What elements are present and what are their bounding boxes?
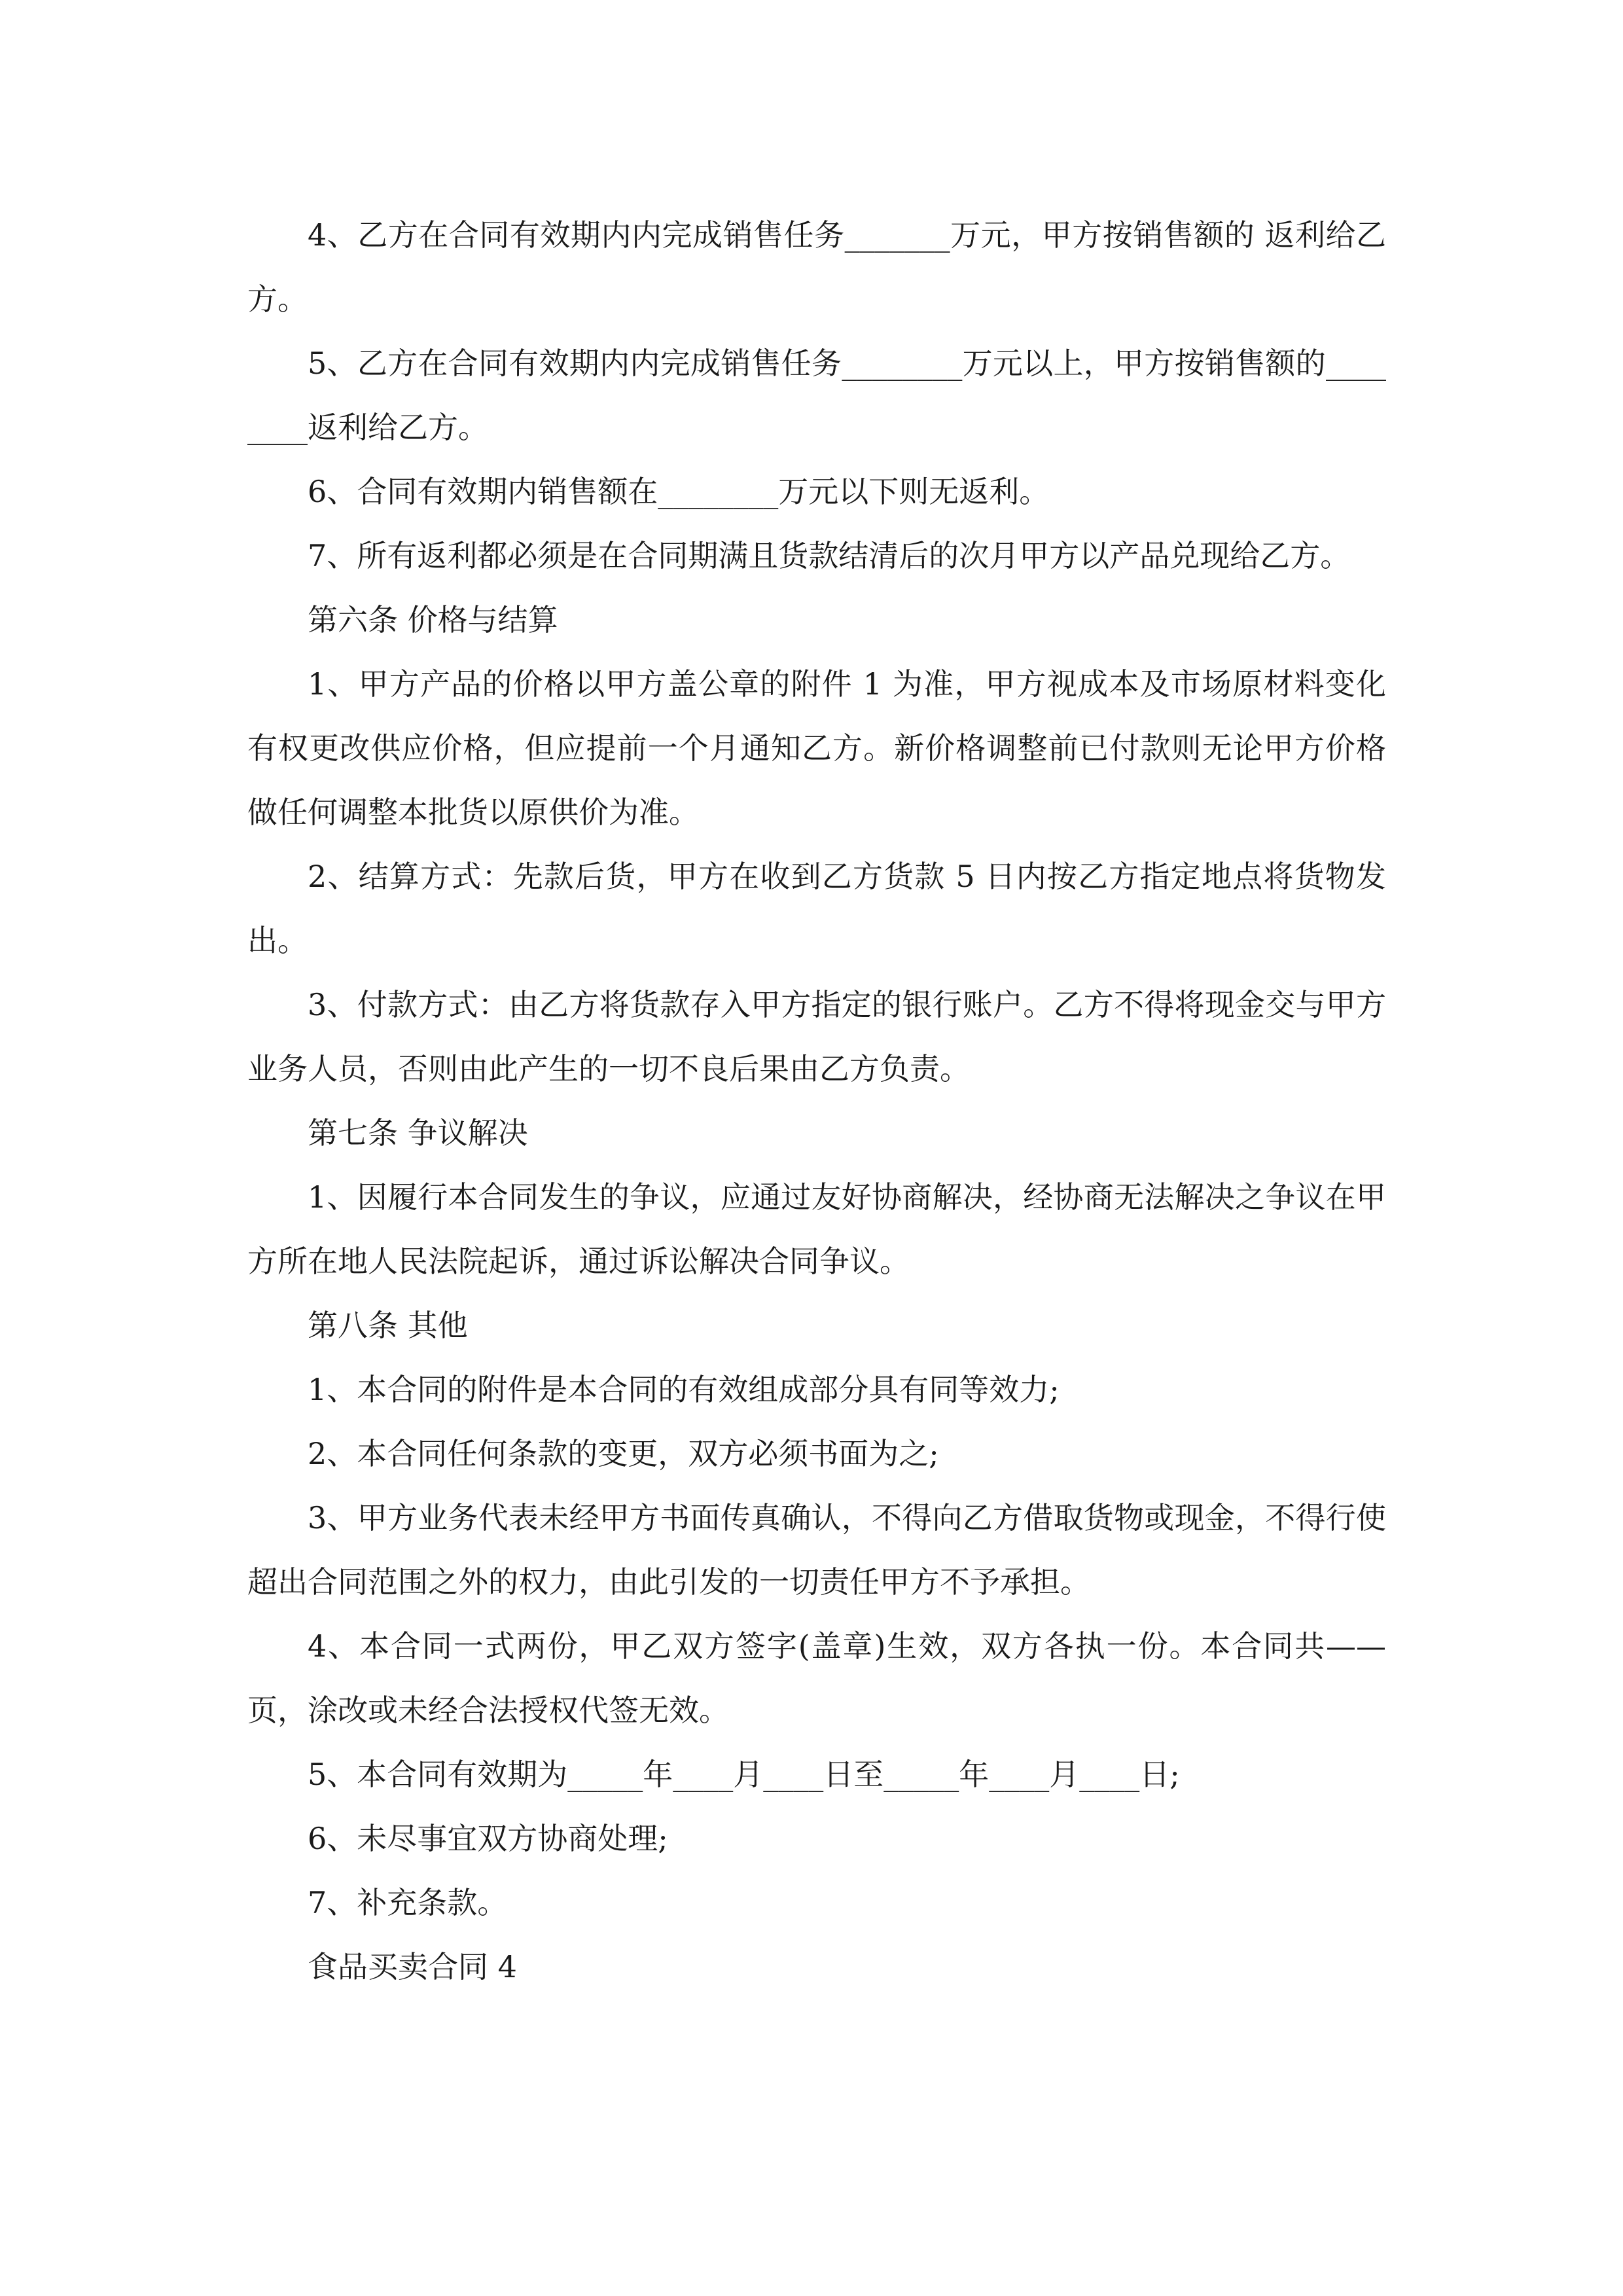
clause-7-1-dispute: 1、因履行本合同发生的争议，应通过友好协商解决，经协商无法解决之争议在甲方所在地人民法院起诉，通过诉讼解决合同争议。 bbox=[247, 1179, 1386, 1279]
clause-5-5-rebate: 5、乙方在合同有效期内内完成销售任务________万元以上，甲方按销售额的________返利给乙方。 bbox=[247, 346, 1386, 445]
article-6-heading: 第六条 价格与结算 bbox=[308, 602, 558, 637]
clause-8-4-copies: 4、本合同一式两份，甲乙双方签字(盖章)生效，双方各执一份。本合同共—— 页，涂改或未经合法授权代签无效。 bbox=[247, 1628, 1386, 1728]
clause-8-7-supplementary: 7、补充条款。 bbox=[308, 1885, 508, 1920]
clause-8-5-validity-period: 5、本合同有效期为_____年____月____日至_____年____月____日; bbox=[308, 1757, 1180, 1792]
article-8-heading: 第八条 其他 bbox=[308, 1308, 468, 1343]
clause-8-1-annex: 1、本合同的附件是本合同的有效组成部分具有同等效力; bbox=[308, 1372, 1060, 1407]
clause-8-2-amendment: 2、本合同任何条款的变更，双方必须书面为之; bbox=[308, 1436, 939, 1471]
contract-body bbox=[247, 203, 1386, 1999]
next-contract-title: 食品买卖合同 4 bbox=[308, 1949, 517, 1984]
clause-5-6-no-rebate: 6、合同有效期内销售额在________万元以下则无返利。 bbox=[308, 474, 1050, 509]
clause-5-4-rebate: 4、乙方在合同有效期内内完成销售任务_______万元，甲方按销售额的 返利给乙方。 bbox=[247, 217, 1386, 317]
clause-8-3-representative: 3、甲方业务代表未经甲方书面传真确认，不得向乙方借取货物或现金，不得行使超出合同范围之外的权力，由此引发的一切责任甲方不予承担。 bbox=[247, 1500, 1386, 1600]
article-7-heading: 第七条 争议解决 bbox=[308, 1115, 528, 1151]
clause-8-6-unresolved: 6、未尽事宜双方协商处理; bbox=[308, 1821, 668, 1856]
clause-6-2-settlement: 2、结算方式：先款后货，甲方在收到乙方货款 5 日内按乙方指定地点将货物发出。 bbox=[247, 859, 1386, 958]
clause-6-3-payment: 3、付款方式：由乙方将货款存入甲方指定的银行账户。乙方不得将现金交与甲方业务人员，否则由此产生的一切不良后果由乙方负责。 bbox=[247, 987, 1386, 1086]
clause-5-7-rebate-redemption: 7、所有返利都必须是在合同期满且货款结清后的次月甲方以产品兑现给乙方。 bbox=[308, 538, 1351, 573]
clause-6-1-price: 1、甲方产品的价格以甲方盖公章的附件 1 为准，甲方视成本及市场原材料变化有权更改供应价格，但应提前一个月通知乙方。新价格调整前已付款则无论甲方价格做任何调整本批货以原供价为准。 bbox=[247, 666, 1386, 830]
